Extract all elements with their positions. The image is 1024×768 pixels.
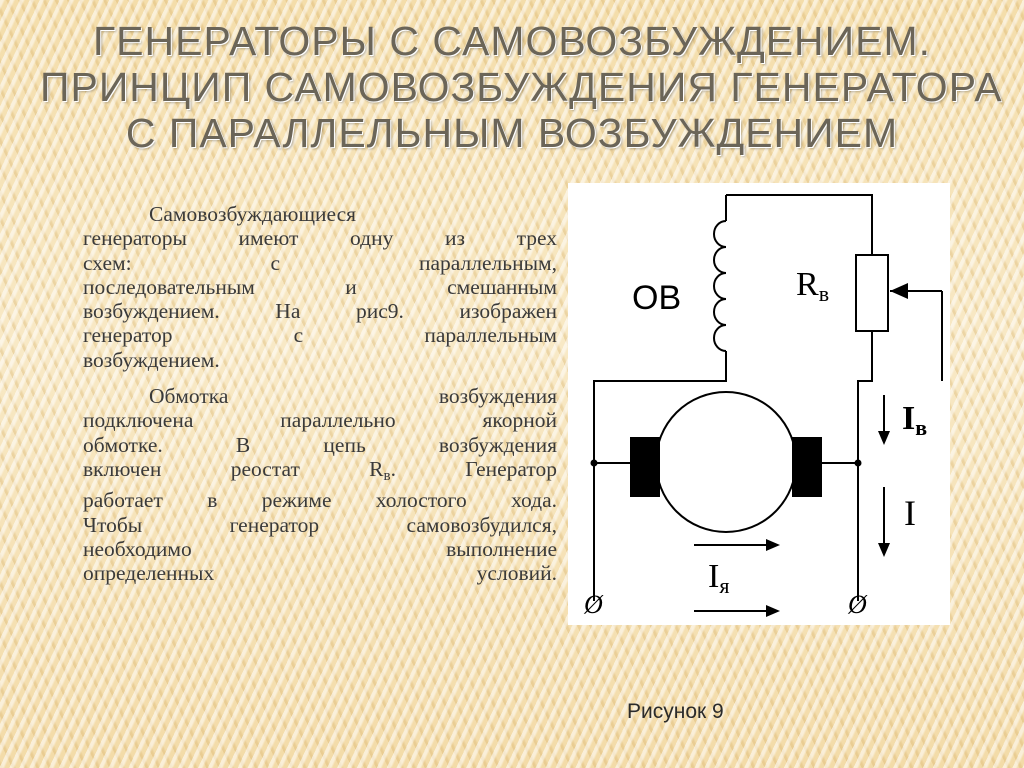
arrow-ia-top-head xyxy=(766,539,780,551)
arrow-i-head xyxy=(878,543,890,557)
p2-line-2: подключена параллельно якорной xyxy=(83,408,557,433)
p1-line-5: возбуждением. На рис9. изображен xyxy=(83,299,557,324)
p2-line-6: Чтобы генератор самовозбудился, xyxy=(83,512,557,537)
arrow-iv-head xyxy=(878,431,890,445)
figure-caption: Рисунок 9 xyxy=(627,700,724,723)
rheostat xyxy=(856,255,888,331)
p2-line-5: работает в режиме холостого хода. xyxy=(83,488,557,513)
terminal-left: Ø xyxy=(584,590,603,619)
wire-rheostat-down xyxy=(858,331,872,589)
label-excitation-winding: ОВ xyxy=(632,279,682,317)
title-line-1: ГЕНЕРАТОРЫ С САМОВОЗБУЖДЕНИЕМ. xyxy=(92,18,932,64)
label-rheostat: Rв xyxy=(796,266,830,306)
p1-line-1: Самовозбуждающиеся xyxy=(149,202,357,226)
junction-right xyxy=(855,460,862,467)
armature-circle xyxy=(656,392,796,532)
p2-line-3: обмотке. В цепь возбуждения xyxy=(83,432,557,457)
body-text xyxy=(83,202,557,585)
p1-line-7: возбуждением. xyxy=(83,347,220,372)
p1-line-4: последовательным и смешанным xyxy=(83,274,557,299)
p2-line-4-subscript: в xyxy=(383,467,391,484)
paragraph-1 xyxy=(83,202,557,372)
terminal-right: Ø xyxy=(848,590,867,619)
wire-top xyxy=(726,195,872,255)
p1-line-3: схем: с параллельным, xyxy=(83,250,557,275)
paragraph-2 xyxy=(83,384,557,585)
p2-line-4 xyxy=(83,457,557,488)
label-load-current: I xyxy=(904,493,916,533)
slide-title xyxy=(40,18,1003,156)
p2-line-4-part-a: включен реостат R xyxy=(83,456,384,481)
excitation-coil xyxy=(714,221,726,351)
brush-right xyxy=(792,437,822,497)
p2-line-4-part-b: . Генератор xyxy=(390,456,558,481)
p2-line-1: Обмотка возбуждения xyxy=(149,384,557,409)
p1-line-2: генераторы имеют одну из трех xyxy=(83,226,557,251)
label-armature-current: Iя xyxy=(708,558,730,598)
title-line-2: ПРИНЦИП САМОВОЗБУЖДЕНИЯ ГЕНЕРАТОРА xyxy=(40,64,1003,110)
circuit-diagram xyxy=(568,183,950,625)
p2-line-7: необходимо выполнение xyxy=(83,536,557,561)
brush-left xyxy=(630,437,660,497)
p2-line-8: определенных условий. xyxy=(83,561,557,586)
circuit-svg xyxy=(568,183,950,625)
arrow-ia-bottom-head xyxy=(766,605,780,617)
rheostat-wiper-arrow xyxy=(890,283,908,299)
junction-left xyxy=(591,460,598,467)
label-excitation-current: Iв xyxy=(902,400,928,440)
title-line-3: С ПАРАЛЛЕЛЬНЫМ ВОЗБУЖДЕНИЕМ xyxy=(125,110,899,156)
p1-line-6: генератор с параллельным xyxy=(83,323,557,348)
